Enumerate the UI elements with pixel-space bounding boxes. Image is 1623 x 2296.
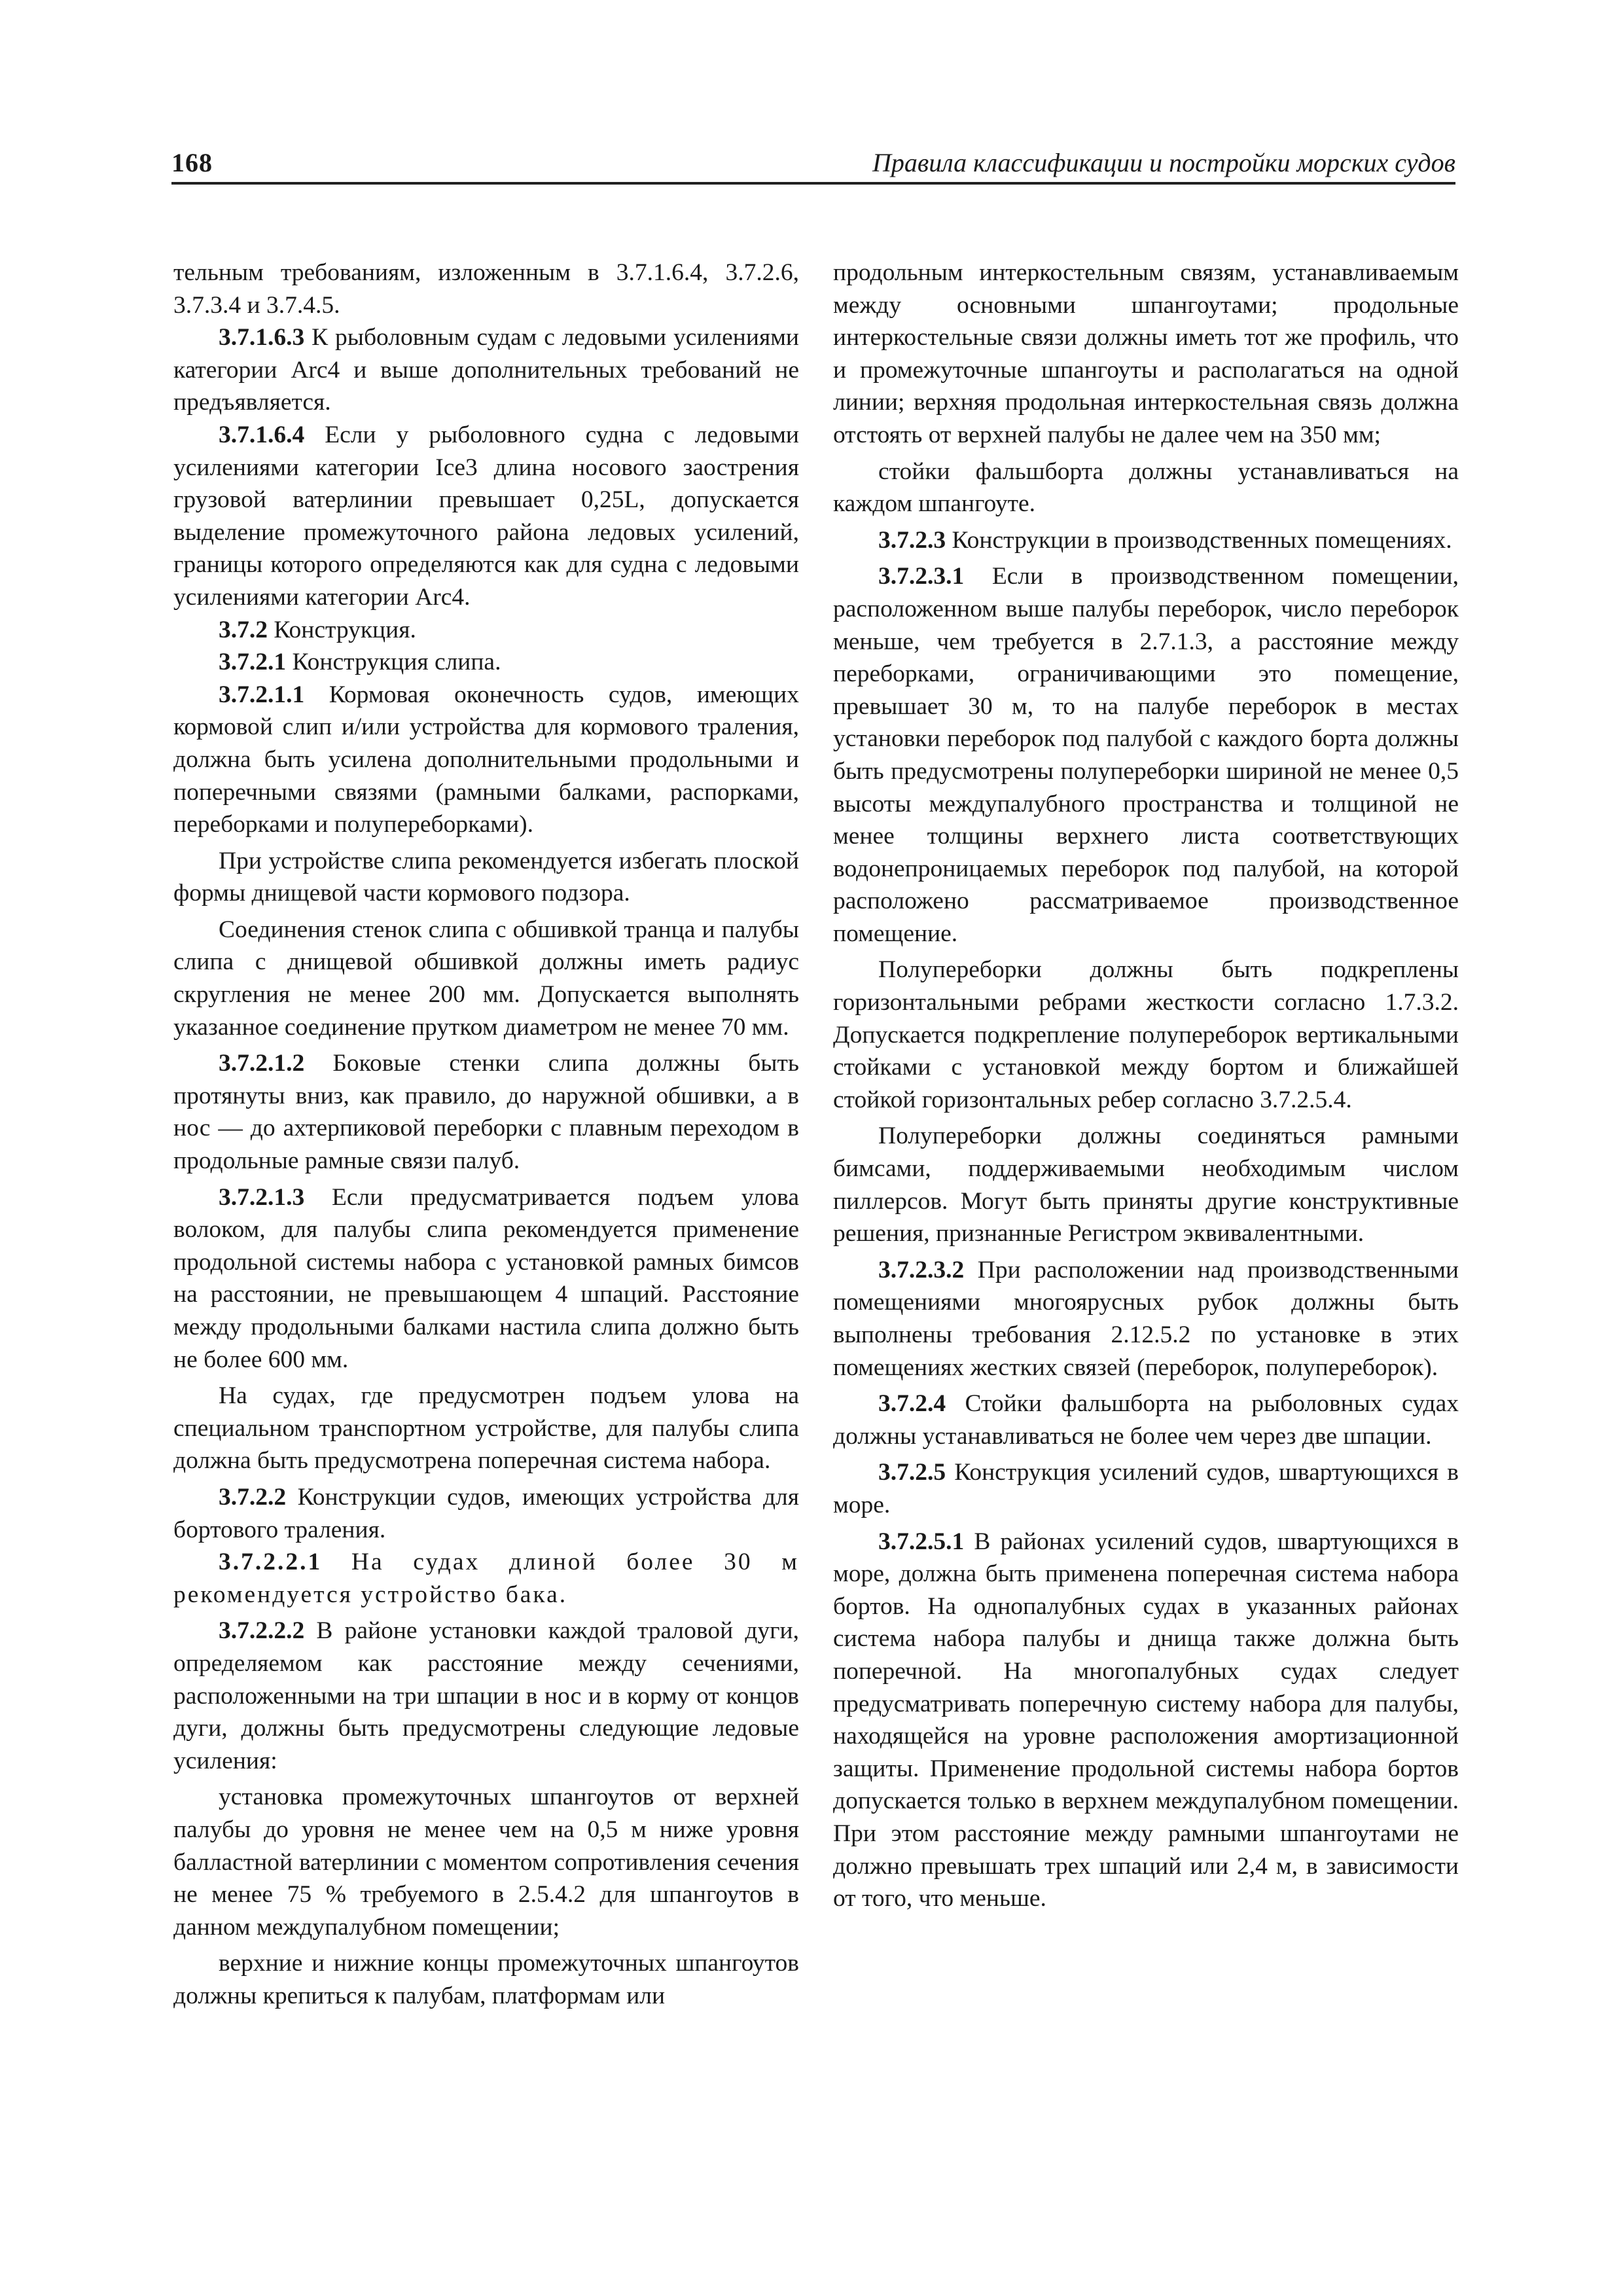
clause-number: 3.7.2.3.1 [878,563,965,590]
subsection-heading: 3.7.2.3 Конструкции в производственных помещениях. [878,526,1452,554]
clause-number: 3.7.1.6.3 [219,324,305,351]
clause-number: 3.7.1.6.4 [219,421,305,448]
clause-number: 3.7.2.5.1 [878,1528,965,1555]
clause-number: 3.7.2.2 [219,1483,287,1511]
paragraph: 3.7.2.1.2 Боковые стенки слипа должны быть протянуты вниз, как правило, до наружной обшивки, а в нос — до ахтерпиковой переборки с плавным переходом в продольные рамные связи палуб. [173,1050,799,1175]
paragraph: Полупереборки должны быть подкреплены горизонтальными ребрами жесткости согласно 1.7.3.2. Допускается подкрепление полупереборок вертикальными стойками с установкой между бортом и ближайшей стойкой горизонтальных ребер согласно 3.7.2.5.4. [833,956,1459,1113]
paragraph: 3.7.1.6.3 К рыболовным судам с ледовыми усилениями категории Arc4 и выше дополнительных требований не предъявляется. [173,324,799,416]
clause-number: 3.7.2.2.2 [219,1617,305,1645]
clause-number: 3.7.2.2.1 [219,1549,323,1576]
page-header [171,143,1455,185]
list-item: стойки фальшборта должны устанавливаться на каждом шпангоуте. [833,457,1459,518]
clause-number: 3.7.2.1.2 [219,1050,305,1077]
list-item: верхние и нижние концы промежуточных шпангоутов должны крепиться к палубам, платформам или [173,1950,799,2009]
paragraph: Соединения стенок слипа с обшивкой транца и палубы слипа с днищевой обшивкой должны иметь радиус скругления не менее 200 мм. Допускается выполнять указанное соединение прутком диаметром не менее 70 мм. [173,916,799,1041]
paragraph: 3.7.2.3.1 Если в производственном помещении, расположенном выше палубы переборок, число переборок меньше, чем требуется в 2.7.1.3, а расстояние между переборками, ограничивающими это помещение, превышает 30 м, то на палубе переборок в местах установки переборок под палубой с каждого борта должны быть предусмотрены полупереборки шириной не менее 0,5 высоты междупалубного пространства и толщиной не менее толщины верхнего листа соответствующих водонепроницаемых переборок под палубой, на которой расположено рассматриваемое производственное помещение. [833,563,1459,947]
clause-number: 3.7.2 [219,616,268,643]
paragraph: 3.7.2.2.1 На судах длиной более 30 м рекомендуется устройство бака. [173,1549,799,1608]
clause-number: 3.7.2.5 [878,1459,946,1486]
right-column [833,257,1459,1915]
clause-number: 3.7.2.1.3 [219,1183,305,1211]
page-number: 168 [171,148,213,177]
list-item: установка промежуточных шпангоутов от верхней палубы до уровня не менее чем на 0,5 м ниже уровня балластной ватерлинии с моментом сопротивления сечения не менее 75 % требуемого в 2.5.4.2 для шпангоутов в данном междупалубном помещении; [173,1784,799,1941]
section-heading: 3.7.2 Конструкция. [219,616,416,643]
paragraph: 3.7.2.4 Стойки фальшборта на рыболовных судах должны устанавливаться не более чем через две шпации. [833,1390,1459,1450]
clause-number: 3.7.2.3.2 [878,1256,965,1283]
paragraph: 3.7.2.1.3 Если предусматривается подъем улова волоком, для палубы слипа рекомендуется применение продольной системы набора с установкой рамных бимсов на расстоянии, не превышающем 4 шпаций. Расстояние между продольными балками настила слипа должно быть не более 600 мм. [173,1183,799,1373]
clause-number: 3.7.2.1.1 [219,681,305,708]
paragraph: 3.7.1.6.4 Если у рыболовного судна с ледовыми усилениями категории Ice3 длина носового заострения грузовой ватерлинии превышает 0,25L, допускается выделение промежуточного района ледовых усилений, границы которого определяются как для судна с ледовыми усилениями категории Arc4. [173,421,799,611]
subsection-heading: 3.7.2.5 Конструкция усилений судов, швартующихся в море. [833,1459,1459,1518]
left-column [173,257,799,2012]
paragraph: 3.7.2.1.1 Кормовая оконечность судов, имеющих кормовой слип и/или устройства для кормового траления, должна быть усилена дополнительными продольными и поперечными связями (рамными балками, распорками, переборками и полупереборками). [173,681,799,838]
paragraph: При устройстве слипа рекомендуется избегать плоской формы днищевой части кормового подзора. [173,847,799,907]
paragraph: 3.7.2.2.2 В районе установки каждой траловой дуги, определяемом как расстояние между сечениями, расположенными на три шпации в нос и в корму от концов дуги, должны быть предусмотрены следующие ледовые усиления: [173,1617,799,1774]
paragraph: 3.7.2.3.2 При расположении над производственными помещениями многоярусных рубок должны быть выполнены требования 2.12.5.2 по установке в этих помещениях жестких связей (переборок, полупереборок). [833,1256,1459,1381]
subsection-heading: 3.7.2.2 Конструкции судов, имеющих устройства для бортового траления. [173,1483,799,1543]
subsection-heading: 3.7.2.1 Конструкция слипа. [219,649,501,676]
clause-number: 3.7.2.3 [878,526,946,554]
clause-number: 3.7.2.4 [878,1390,946,1418]
paragraph: тельным требованиям, изложенным в 3.7.1.6.4, 3.7.2.6, 3.7.3.4 и 3.7.4.5. [173,259,799,319]
running-title: Правила классификации и постройки морских судов [872,148,1455,177]
paragraph: Полупереборки должны соединяться рамными бимсами, поддерживаемыми необходимым числом пиллерсов. Могут быть приняты другие конструктивные решения, признанные Регистром эквивалентными. [833,1122,1459,1247]
list-item: продольным интеркостельным связям, устанавливаемым между основными шпангоутами; продольные интеркостельные связи должны иметь тот же профиль, что и промежуточные шпангоуты и располагаться на одной линии; верхняя продольная интеркостельная связь должна отстоять от верхней палубы не далее чем на 350 мм; [833,259,1459,448]
paragraph: На судах, где предусмотрен подъем улова на специальном транспортном устройстве, для палубы слипа должна быть предусмотрена поперечная система набора. [173,1382,799,1475]
clause-number: 3.7.2.1 [219,649,287,676]
paragraph: 3.7.2.5.1 В районах усилений судов, швартующихся в море, должна быть применена поперечная система набора бортов. На однопалубных судах в указанных районах система набора палубы и днища также должна быть поперечной. На многопалубных судах следует предусматривать поперечную систему набора для палубы, находящейся на уровне расположения амортизационной защиты. Применение продольной системы набора бортов допускается только в верхнем междупалубном помещении. При этом расстояние между рамными шпангоутами не должно превышать трех шпаций или 2,4 м, в зависимости от того, что меньше. [833,1528,1459,1912]
